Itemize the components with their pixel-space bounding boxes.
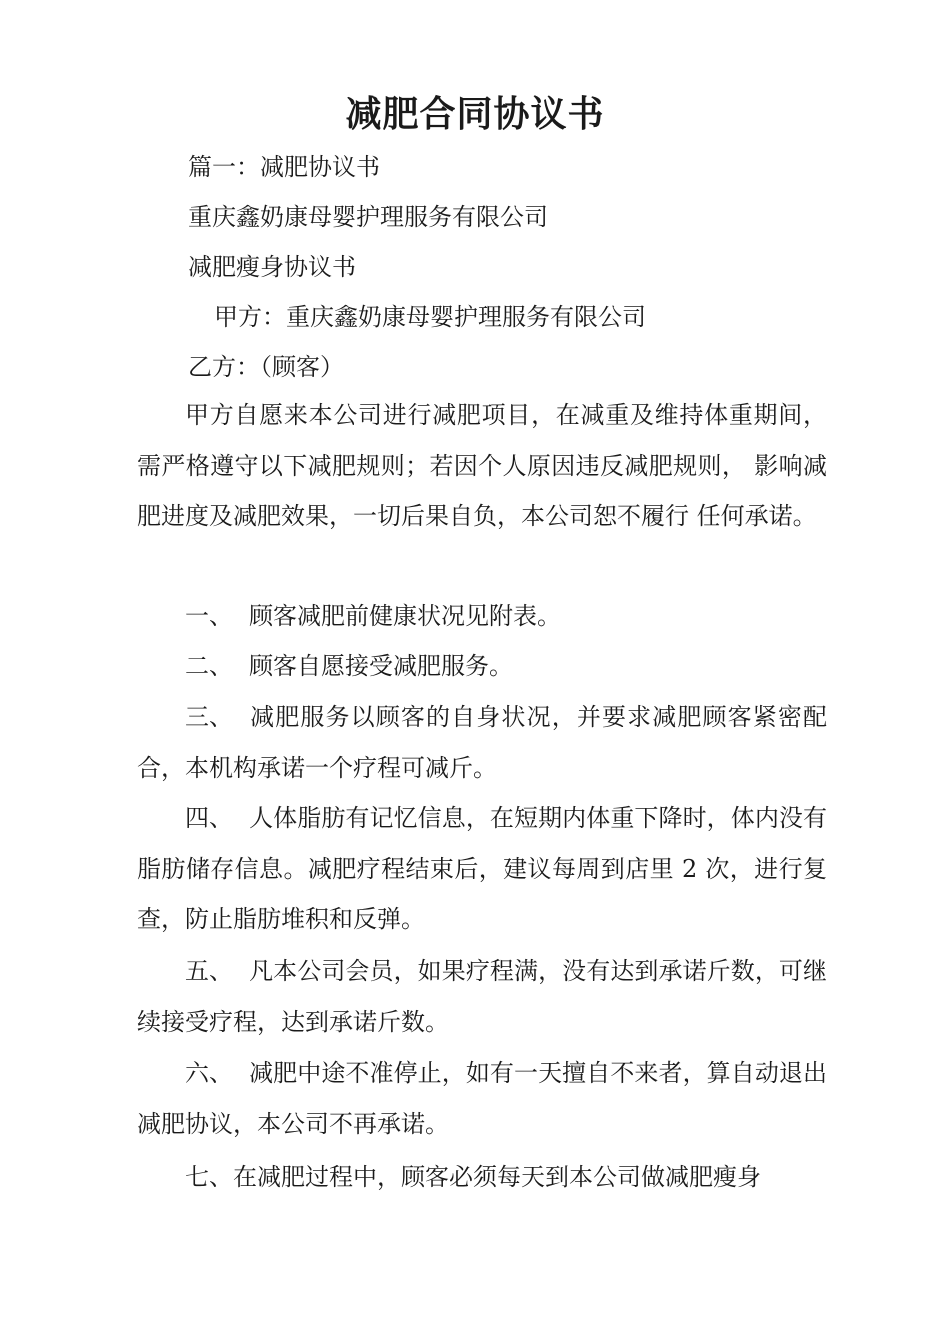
clause-text: 人体脂肪有记忆信息，在短期内体重下降时，体内没有脂肪储存信息。减肥疗程结束后，建议每周到店里 2 次，进行复查，防止脂肪堆积和反弹。 (137, 804, 827, 933)
clause-text: 凡本公司会员，如果疗程满，没有达到承诺斤数，可继续接受疗程，达到承诺斤数。 (137, 957, 827, 1036)
clause-1 (137, 591, 827, 642)
clause-number: 五、 (185, 957, 233, 985)
clause-2 (137, 641, 827, 692)
clause-5 (137, 946, 827, 1047)
party-a: 甲方：重庆鑫奶康母婴护理服务有限公司 (214, 303, 646, 331)
intro-paragraph: 甲方自愿来本公司进行减肥项目，在减重及维持体重期间，需严格遵守以下减肥规则；若因个人原因违反减肥规则， 影响减肥进度及减肥效果，一切后果自负，本公司恕不履行 任何承诺。 (137, 401, 827, 530)
clause-number: 六、 (185, 1059, 233, 1087)
clause-text: 顾客减肥前健康状况见附表。 (249, 602, 561, 630)
clause-number: 二、 (185, 652, 233, 680)
clause-number: 三、 (185, 703, 233, 731)
clause-number: 七、 (185, 1163, 233, 1191)
clause-6 (137, 1048, 827, 1149)
clause-3 (137, 692, 827, 793)
agreement-subtitle: 减肥瘦身协议书 (188, 253, 356, 281)
clause-text: 在减肥过程中，顾客必须每天到本公司做减肥瘦身 (233, 1163, 761, 1191)
clause-text: 减肥中途不准停止，如有一天擅自不来者，算自动退出减肥协议，本公司不再承诺。 (137, 1059, 827, 1138)
clause-4 (137, 793, 827, 945)
clause-text: 顾客自愿接受减肥服务。 (249, 652, 513, 680)
party-b: 乙方：（顾客） (188, 353, 344, 381)
company-name: 重庆鑫奶康母婴护理服务有限公司 (188, 203, 548, 231)
document-title: 减肥合同协议书 (345, 93, 605, 135)
clause-number: 一、 (185, 602, 233, 630)
section-heading: 篇一：减肥协议书 (188, 153, 380, 181)
clause-7 (137, 1152, 827, 1203)
clause-number: 四、 (185, 804, 233, 832)
clause-text: 减肥服务以顾客的自身状况，并要求减肥顾客紧密配合，本机构承诺一个疗程可减斤。 (137, 703, 827, 782)
